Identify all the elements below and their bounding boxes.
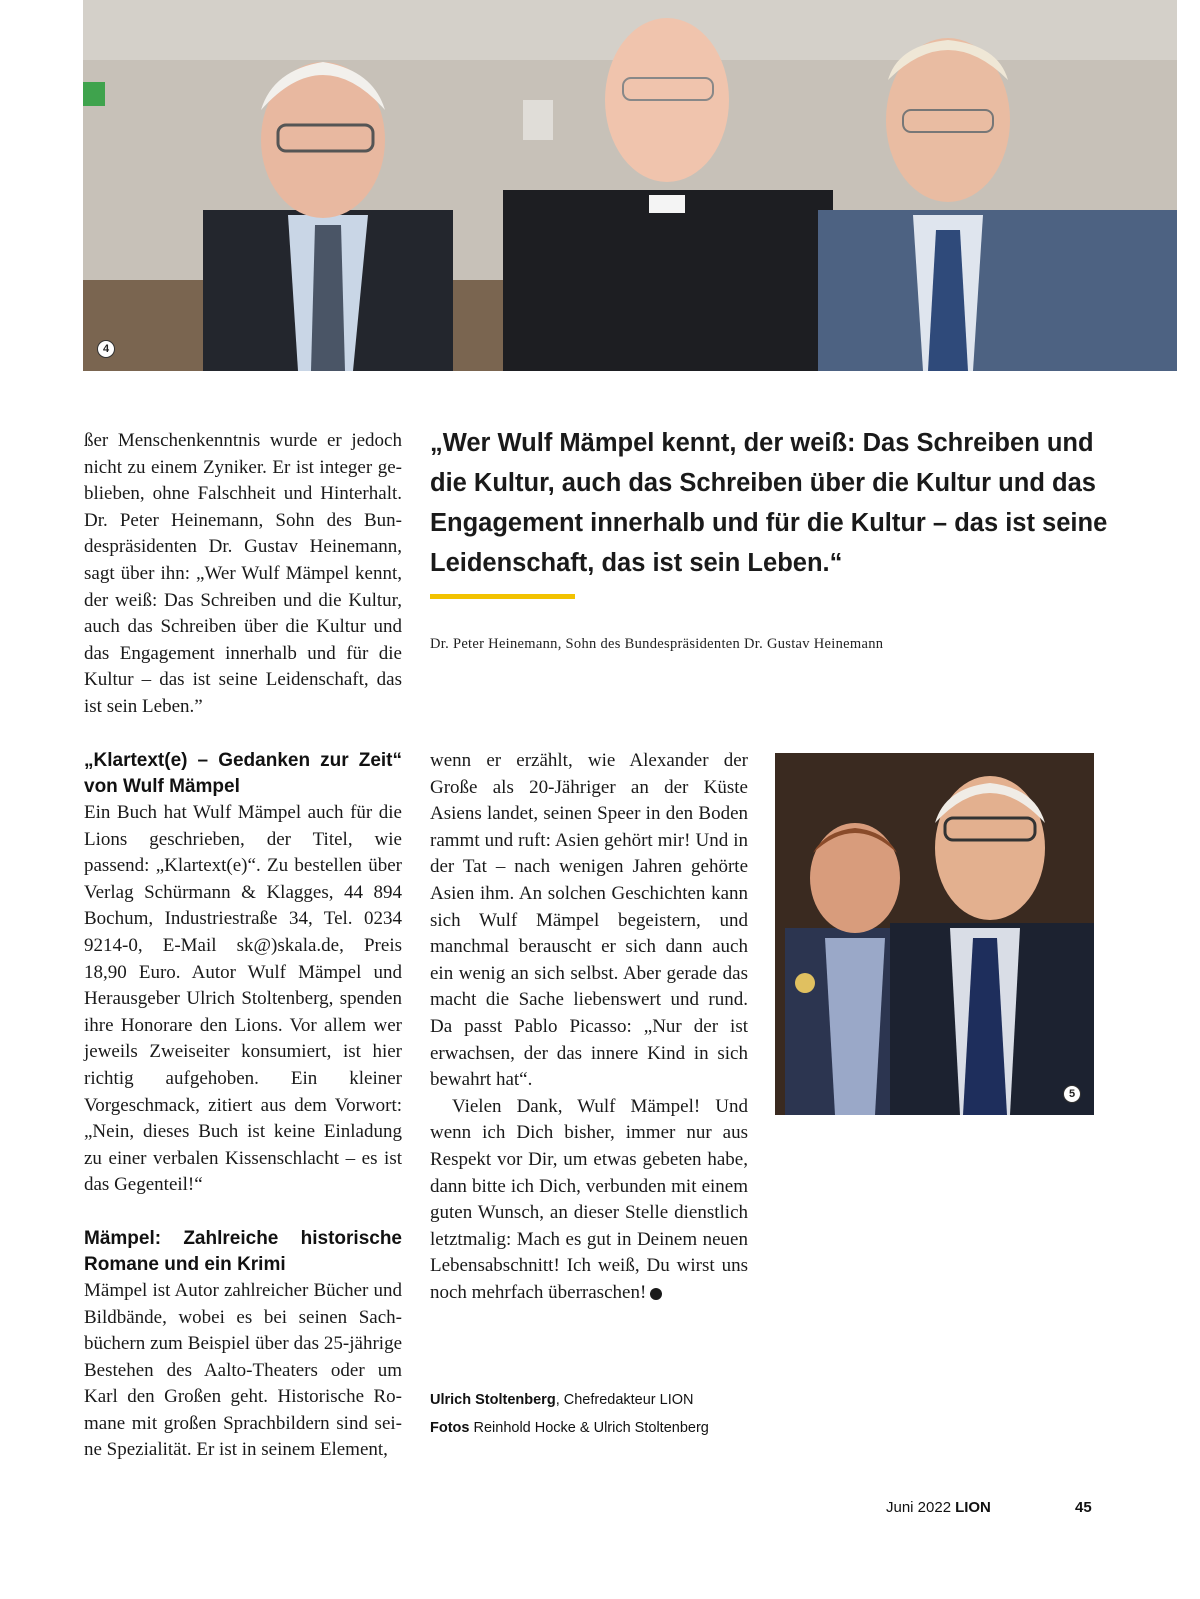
section-heading-romane: Mämpel: Zahlreiche historische Romane und ein Krimi <box>84 1227 402 1275</box>
page-footer <box>886 1499 991 1516</box>
second-photo-illustration <box>775 753 1094 1115</box>
quote-attribution: Dr. Peter Heinemann, Sohn des Bundespräsidenten Dr. Gustav Heinemann <box>430 636 884 652</box>
author-role: , Chefredakteur LION <box>555 1392 694 1408</box>
column-2-body <box>430 748 748 1306</box>
photo-credit-label: Fotos <box>430 1420 470 1436</box>
second-photo <box>775 753 1094 1115</box>
top-photo-illustration <box>83 0 1177 371</box>
top-photo <box>83 0 1177 371</box>
author-credit <box>430 1392 694 1408</box>
section-paragraph-klartext: Ein Buch hat Wulf Mämpel auch für die Lions geschrieben, der Titel, wie passend: „Klartext(e)“. Zu bestellen über Verlag Schürmann & Klagges, 44 894 Bochum, Industriestraße 34, Tel. 0234 9214-0, E-Mail sk@)skala.de, Preis 18,90 Euro. Autor Wulf Mämpel und Herausgeber Ulrich Stoltenberg, spenden ihre Honorare den Lions. Vor allem wer jeweils Zweiseiter konsumiert, ist hier richtig aufgehoben. Ein kleiner Vorgeschmack, zitiert aus dem Vorwort: „Nein, dieses Buch ist keine Einladung zu einer verbalen Kissenschlacht – es ist das Gegenteil!“ <box>84 802 402 1196</box>
photo-number-badge: 4 <box>97 340 115 358</box>
photo-credit-names: Reinhold Hocke & Ulrich Stoltenberg <box>473 1420 709 1436</box>
magazine-name: LION <box>955 1499 991 1516</box>
end-of-article-icon <box>650 1288 662 1300</box>
photo-credit <box>430 1420 709 1436</box>
issue-date: Juni 2022 <box>886 1499 952 1516</box>
quote-accent-rule <box>430 594 575 599</box>
section-paragraph-romane: Mämpel ist Autor zahlreicher Bücher und Bildbände, wobei es bei seinen Sachbüchern zum Beispiel über das 25-jährige Bestehen des Aalto-Theaters oder um Karl den Großen geht. Historische Romane mit großen Sprachbildern sind seine Spezialität. Er ist in seinem Element, <box>84 1279 402 1461</box>
page-number: 45 <box>1075 1499 1092 1516</box>
author-name: Ulrich Stoltenberg <box>430 1392 556 1408</box>
photo-number-badge: 5 <box>1063 1085 1081 1103</box>
pull-quote: „Wer Wulf Mämpel kennt, der weiß: Das Schreiben und die Kultur, auch das Schreiben über die Kultur und das Engagement innerhalb und für die Kultur – das ist seine Leidenschaft, das ist sein Leben.“ <box>430 429 1108 577</box>
section-heading-klartext: „Klartext(e) – Gedanken zur Zeit“ von Wulf Mämpel <box>84 750 402 797</box>
column-1-body <box>84 748 402 1464</box>
intro-paragraph-block <box>84 428 402 721</box>
intro-paragraph: ßer Menschenkenntnis wurde er jedoch nicht zu einem Zyniker. Er ist integer geblieben, ohne Falschheit und Hinterhalt. Dr. Peter Heinemann, Sohn des Bundespräsidenten Dr. Gustav Heinemann, sagt über ihn: „Wer Wulf Mämpel kennt, der weiß: Das Schreiben und die Kultur, auch das Schreiben über die Kultur und das Engagement innerhalb und für die Kultur – das ist seine Leidenschaft, das ist sein Leben.” <box>84 430 402 717</box>
body-paragraph: Vielen Dank, Wulf Mämpel! Und wenn ich Dich bisher, immer nur aus Respekt vor Dir, um etwas gebeten habe, dann bitte ich Dich, verbunden mit einem guten Wunsch, an dieser Stelle dienstlich letztmalig: Mach es gut in Deinem neuen Lebensabschnitt! Ich weiß, Du wirst uns noch mehrfach überraschen! <box>430 1095 748 1303</box>
body-paragraph: wenn er erzählt, wie Alexander der Große als 20-Jähriger an der Küste Asiens landet, seinen Speer in den Boden rammt und ruft: Asien gehört mir! Und in der Tat – nach wenigen Jahren gehörte Asien ihm. An solchen Geschichten kann sich Wulf Mämpel begeistern, und manchmal berauscht er sich dann auch ein wenig an sich selbst. Aber gerade das macht die Sache liebenswert und rund. Da passt Pablo Picasso: „Nur der ist erwachsen, der das innere Kind in sich bewahrt hat“. <box>430 750 748 1091</box>
